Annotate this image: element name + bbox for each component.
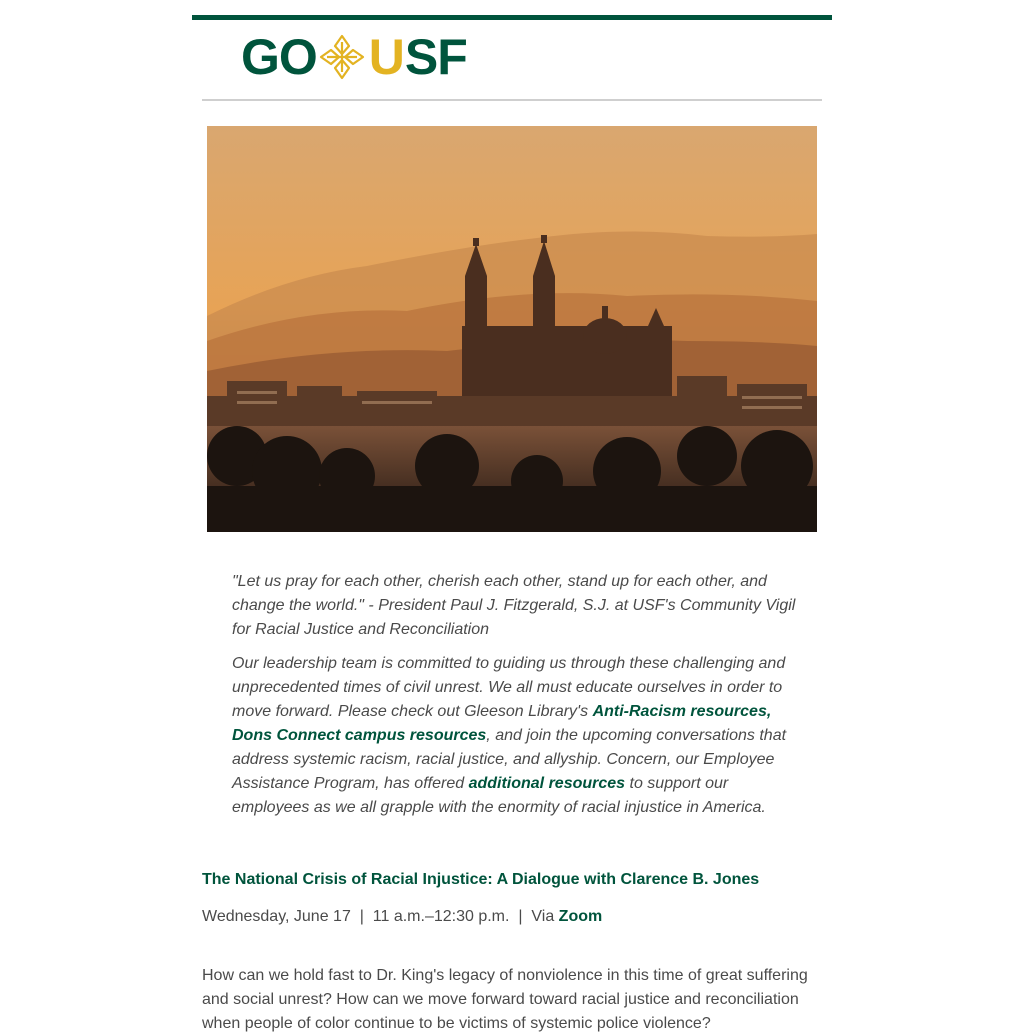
jesuit-cross-icon bbox=[319, 34, 365, 80]
logo-sf-text: SF bbox=[404, 29, 467, 85]
event-title: The National Crisis of Racial Injustice: A Dialogue with Clarence B. Jones bbox=[202, 871, 760, 888]
event-description: How can we hold fast to Dr. King's legacy of nonviolence in this time of great suffering and social unrest? How can we move forward toward racial justice and reconciliation when people of color continue to be victims of systemic police violence? bbox=[202, 967, 808, 1032]
logo-u-text: U bbox=[368, 29, 405, 85]
zoom-link[interactable]: Zoom bbox=[558, 908, 603, 925]
dons-connect-resources-link[interactable]: Dons Connect campus resources bbox=[232, 727, 487, 744]
event-meta bbox=[202, 905, 822, 929]
campus-skyline-image bbox=[207, 126, 817, 532]
president-quote: "Let us pray for each other, cherish each other, stand up for each other, and change the world." - President Paul J. Fitzgerald, S.J. at USF's Community Vigil for Racial Justice and Reconciliation bbox=[232, 573, 796, 638]
additional-resources-link[interactable]: additional resources bbox=[468, 775, 626, 792]
email-container bbox=[192, 15, 832, 1032]
anti-racism-resources-link[interactable]: Anti-Racism resources, bbox=[592, 703, 772, 720]
gousf-logo[interactable] bbox=[241, 30, 467, 84]
message-text: , and join the upcoming conversations that address systemic racism, racial justice, and allyship. Concern, our Employee Assistance Program, has offered bbox=[232, 727, 787, 792]
email-header bbox=[192, 20, 832, 100]
message-text: to support our employees as we all grapple with the enormity of racial injustice in America. bbox=[232, 775, 766, 816]
intro-message bbox=[232, 570, 797, 830]
event-datetime: Wednesday, June 17 | 11 a.m.–12:30 p.m. | Via bbox=[202, 908, 559, 925]
logo-go-text: GO bbox=[241, 29, 317, 85]
leadership-message bbox=[232, 652, 797, 820]
message-text: Our leadership team is committed to guiding us through these challenging and unprecedented times of civil unrest. We all must educate ourselves in order to move forward. Please check out Gleeson Library's bbox=[232, 655, 786, 720]
header-divider bbox=[202, 99, 822, 101]
